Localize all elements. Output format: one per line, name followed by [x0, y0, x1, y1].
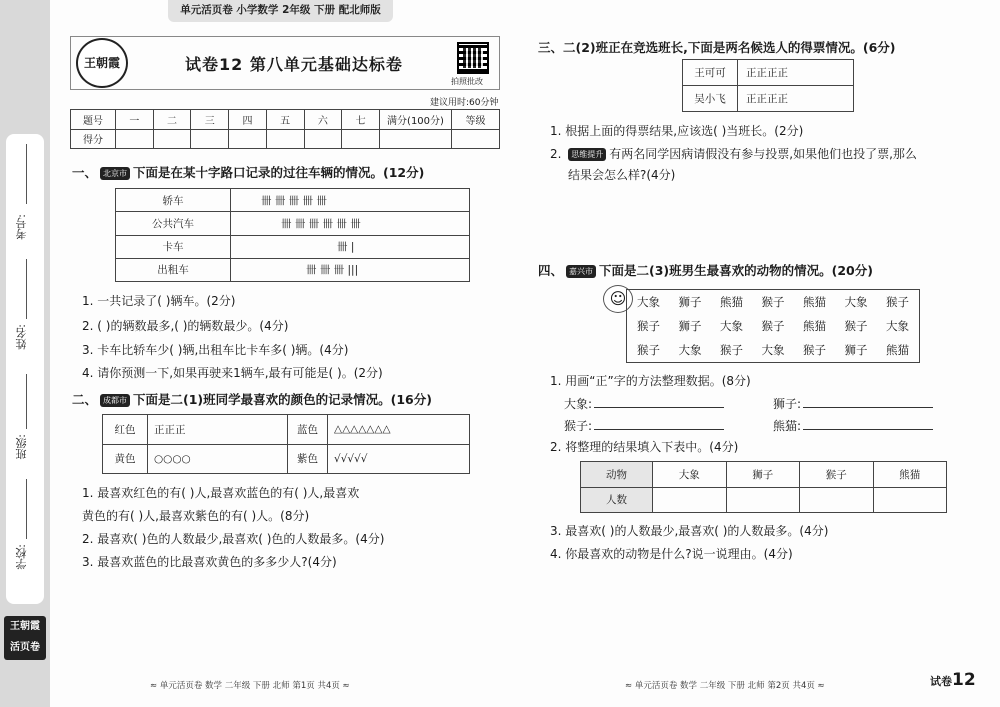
binding-strip [0, 0, 50, 707]
q2-sub-1: 1. 最喜欢红色的有( )人,最喜欢蓝色的有( )人,最喜欢 [82, 486, 360, 500]
qr-label: 拍照批改 [451, 77, 483, 86]
score-cell[interactable] [342, 129, 380, 149]
city-tag: 北京市 [100, 167, 130, 180]
q2-sub-1-cont: 黄色的有( )人,最喜欢紫色的有( )人。(8分) [82, 509, 310, 523]
vehicle-label: 公共汽车 [116, 212, 231, 235]
exam-number-line [26, 144, 27, 204]
q2-sub-2: 2. 最喜欢( )色的人数最少,最喜欢( )色的人数最多。(4分) [82, 532, 385, 546]
class-label: 班级: [15, 434, 28, 460]
candidate-name: 吴小飞 [683, 86, 738, 112]
fill-label: 狮子: [773, 397, 802, 411]
animal-row [627, 290, 919, 314]
question-text: 下面是在某十字路口记录的过往车辆的情况。(12分) [133, 165, 425, 180]
fill-row [773, 417, 933, 434]
animal-item: 猴子 [886, 295, 909, 309]
paper-number-badge [930, 670, 976, 690]
table-header: 狮子 [726, 462, 800, 488]
score-header-row [71, 110, 500, 130]
color-value: ○○○○ [148, 444, 288, 474]
qr-code-icon[interactable] [457, 42, 489, 74]
exam-number-label: 考号: [15, 214, 28, 240]
sub-text: 有两名同学因病请假没有参与投票,如果他们也投了票,那么 [609, 147, 917, 161]
class-line [26, 374, 27, 429]
q1-sub-2: 2. ( )的辆数最多,( )的辆数最少。(4分) [82, 319, 289, 333]
fill-blank[interactable] [803, 407, 933, 408]
vote-tally: 正正正正 [738, 86, 854, 112]
score-cell[interactable] [116, 129, 154, 149]
question-number: 二、 [72, 392, 98, 407]
table-row [103, 415, 470, 445]
q3-sub-2 [550, 145, 917, 162]
animal-item: 猴子 [637, 319, 660, 333]
q3-sub-1: 1. 根据上面的得票结果,应该选( )当班长。(2分) [550, 124, 804, 138]
animal-item: 大象 [678, 343, 702, 357]
table-row [116, 258, 470, 281]
color-record-table [102, 414, 470, 474]
animal-item: 熊猫 [886, 343, 909, 357]
animal-item: 大象 [761, 343, 785, 357]
tally-cell: 卌 卌 卌 卌 卌 [231, 189, 470, 212]
student-info-panel [6, 134, 44, 604]
footer-right: ≈ 单元活页卷 数学 二年级 下册 北师 第2页 共4页 ≈ [625, 681, 825, 691]
animal-item: 狮子 [844, 343, 868, 357]
q1-sub-4: 4. 请你预测一下,如果再驶来1辆车,最有可能是( )。(2分) [82, 366, 383, 380]
animal-count-table [580, 461, 947, 513]
question-number: 一、 [72, 165, 98, 180]
city-tag: 嘉兴市 [566, 265, 596, 278]
animal-item: 猴子 [844, 319, 868, 333]
page-title: 试卷12 第八单元基础达标卷 [185, 55, 403, 74]
animal-item: 狮子 [678, 295, 702, 309]
fill-label: 大象: [564, 397, 593, 411]
question-text: 下面是二(3)班男生最喜欢的动物的情况。(20分) [599, 263, 873, 278]
name-label: 姓名: [15, 324, 28, 350]
tally-cell: 卌 卌 卌 ||| [231, 258, 470, 281]
tally-cell: 卌 | [231, 235, 470, 258]
table-row [581, 487, 947, 513]
fill-row [773, 395, 933, 412]
fill-row [564, 395, 724, 412]
animal-item: 熊猫 [720, 295, 743, 309]
table-row [116, 212, 470, 235]
score-cell[interactable] [304, 129, 342, 149]
score-cell[interactable] [153, 129, 191, 149]
animal-item: 大象 [886, 319, 909, 333]
color-label: 蓝色 [288, 415, 328, 445]
fill-blank[interactable] [594, 407, 724, 408]
fill-blank[interactable] [803, 429, 933, 430]
score-header: 五 [266, 110, 304, 130]
q4-sub-1: 1. 用画“正”字的方法整理数据。(8分) [550, 374, 751, 388]
table-header: 猴子 [800, 462, 874, 488]
animal-item: 熊猫 [803, 295, 826, 309]
series-tab: 单元活页卷 小学数学 2年级 下册 配北师版 [168, 0, 393, 22]
fill-blank[interactable] [594, 429, 724, 430]
score-cell[interactable] [380, 129, 452, 149]
score-header: 七 [342, 110, 380, 130]
table-row [116, 235, 470, 258]
score-cell[interactable] [229, 129, 267, 149]
color-value: 正正正 [148, 415, 288, 445]
school-line [26, 479, 27, 539]
vehicle-label: 出租车 [116, 258, 231, 281]
question-text: 二(2)班正在竞选班长,下面是两名候选人的得票情况。(6分) [563, 40, 896, 55]
vehicle-tally-table [115, 188, 470, 282]
score-header: 题号 [71, 110, 116, 130]
score-table [70, 109, 500, 149]
table-row [103, 444, 470, 474]
brand-logo [4, 616, 46, 660]
color-label: 紫色 [288, 444, 328, 474]
animal-item: 大象 [844, 295, 868, 309]
animal-item: 大象 [720, 319, 743, 333]
table-row [683, 60, 854, 86]
table-header: 动物 [581, 462, 653, 488]
score-row-label: 得分 [71, 129, 116, 149]
question-2-title [72, 390, 432, 408]
color-value: △△△△△△△ [328, 415, 470, 445]
brand-logo-line1: 王朝霞 [10, 621, 40, 632]
score-cell[interactable] [191, 129, 229, 149]
animal-item: 猴子 [761, 319, 785, 333]
animal-item: 猴子 [720, 343, 743, 357]
score-header: 满分(100分) [380, 110, 452, 130]
brand-logo-line2: 活页卷 [10, 642, 40, 653]
count-cell[interactable] [873, 487, 947, 513]
color-label: 黄色 [103, 444, 148, 474]
animal-row [627, 338, 919, 362]
table-row [581, 462, 947, 488]
question-4-title [538, 261, 873, 279]
score-header: 六 [304, 110, 342, 130]
animal-item: 猴子 [803, 343, 826, 357]
school-label: 学校: [15, 544, 28, 570]
score-row [71, 129, 500, 149]
score-header: 四 [229, 110, 267, 130]
animal-item: 猴子 [761, 295, 785, 309]
footer-left: ≈ 单元活页卷 数学 二年级 下册 北师 第1页 共4页 ≈ [150, 681, 350, 691]
table-row [683, 86, 854, 112]
question-number: 四、 [538, 263, 564, 278]
animal-item: 狮子 [678, 319, 702, 333]
row-label: 人数 [581, 487, 653, 513]
animal-item: 熊猫 [803, 319, 826, 333]
badge-number: 12 [952, 670, 976, 690]
tally-cell: 卌 卌 卌 卌 卌 卌 [231, 212, 470, 235]
vote-table [682, 59, 854, 112]
vehicle-label: 卡车 [116, 235, 231, 258]
question-text: 下面是二(1)班同学最喜欢的颜色的记录情况。(16分) [133, 392, 432, 407]
color-label: 红色 [103, 415, 148, 445]
mascot-icon: ☺ [603, 285, 633, 313]
q2-sub-3: 3. 最喜欢蓝色的比最喜欢黄色的多多少人?(4分) [82, 555, 337, 569]
vehicle-label: 轿车 [116, 189, 231, 212]
table-header: 熊猫 [873, 462, 947, 488]
animal-record-box [626, 289, 920, 363]
city-tag: 成都市 [100, 394, 130, 407]
badge-prefix: 试卷 [930, 675, 952, 688]
fill-label: 熊猫: [773, 419, 802, 433]
score-header: 等级 [452, 110, 500, 130]
publisher-seal: 王朝霞 [76, 38, 128, 88]
name-line [26, 259, 27, 319]
table-header: 大象 [653, 462, 727, 488]
q4-sub-4: 4. 你最喜欢的动物是什么?说一说理由。(4分) [550, 547, 793, 561]
sub-number: 2. [550, 147, 562, 161]
question-number: 三、 [538, 40, 564, 55]
question-1-title [72, 163, 424, 181]
candidate-name: 王可可 [683, 60, 738, 86]
color-value: √√√√√ [328, 444, 470, 474]
count-cell[interactable] [800, 487, 874, 513]
score-header: 一 [116, 110, 154, 130]
animal-item: 大象 [637, 295, 660, 309]
score-cell[interactable] [452, 129, 500, 149]
thinking-tag: 思维提升 [568, 148, 606, 161]
animal-row [627, 314, 919, 338]
question-3-title [538, 38, 896, 56]
q1-sub-3: 3. 卡车比轿车少( )辆,出租车比卡车多( )辆。(4分) [82, 343, 349, 357]
count-cell[interactable] [653, 487, 727, 513]
fill-label: 猴子: [564, 419, 593, 433]
q3-sub-2-cont: 结果会怎么样?(4分) [568, 168, 676, 182]
count-cell[interactable] [726, 487, 800, 513]
table-row [116, 189, 470, 212]
vote-tally: 正正正正 [738, 60, 854, 86]
fill-row [564, 417, 724, 434]
q4-sub-3: 3. 最喜欢( )的人数最少,最喜欢( )的人数最多。(4分) [550, 524, 829, 538]
score-header: 三 [191, 110, 229, 130]
score-cell[interactable] [266, 129, 304, 149]
animal-item: 猴子 [637, 343, 660, 357]
suggested-time: 建议用时:60分钟 [430, 98, 499, 108]
q4-sub-2: 2. 将整理的结果填入下表中。(4分) [550, 440, 739, 454]
score-header: 二 [153, 110, 191, 130]
q1-sub-1: 1. 一共记录了( )辆车。(2分) [82, 294, 236, 308]
